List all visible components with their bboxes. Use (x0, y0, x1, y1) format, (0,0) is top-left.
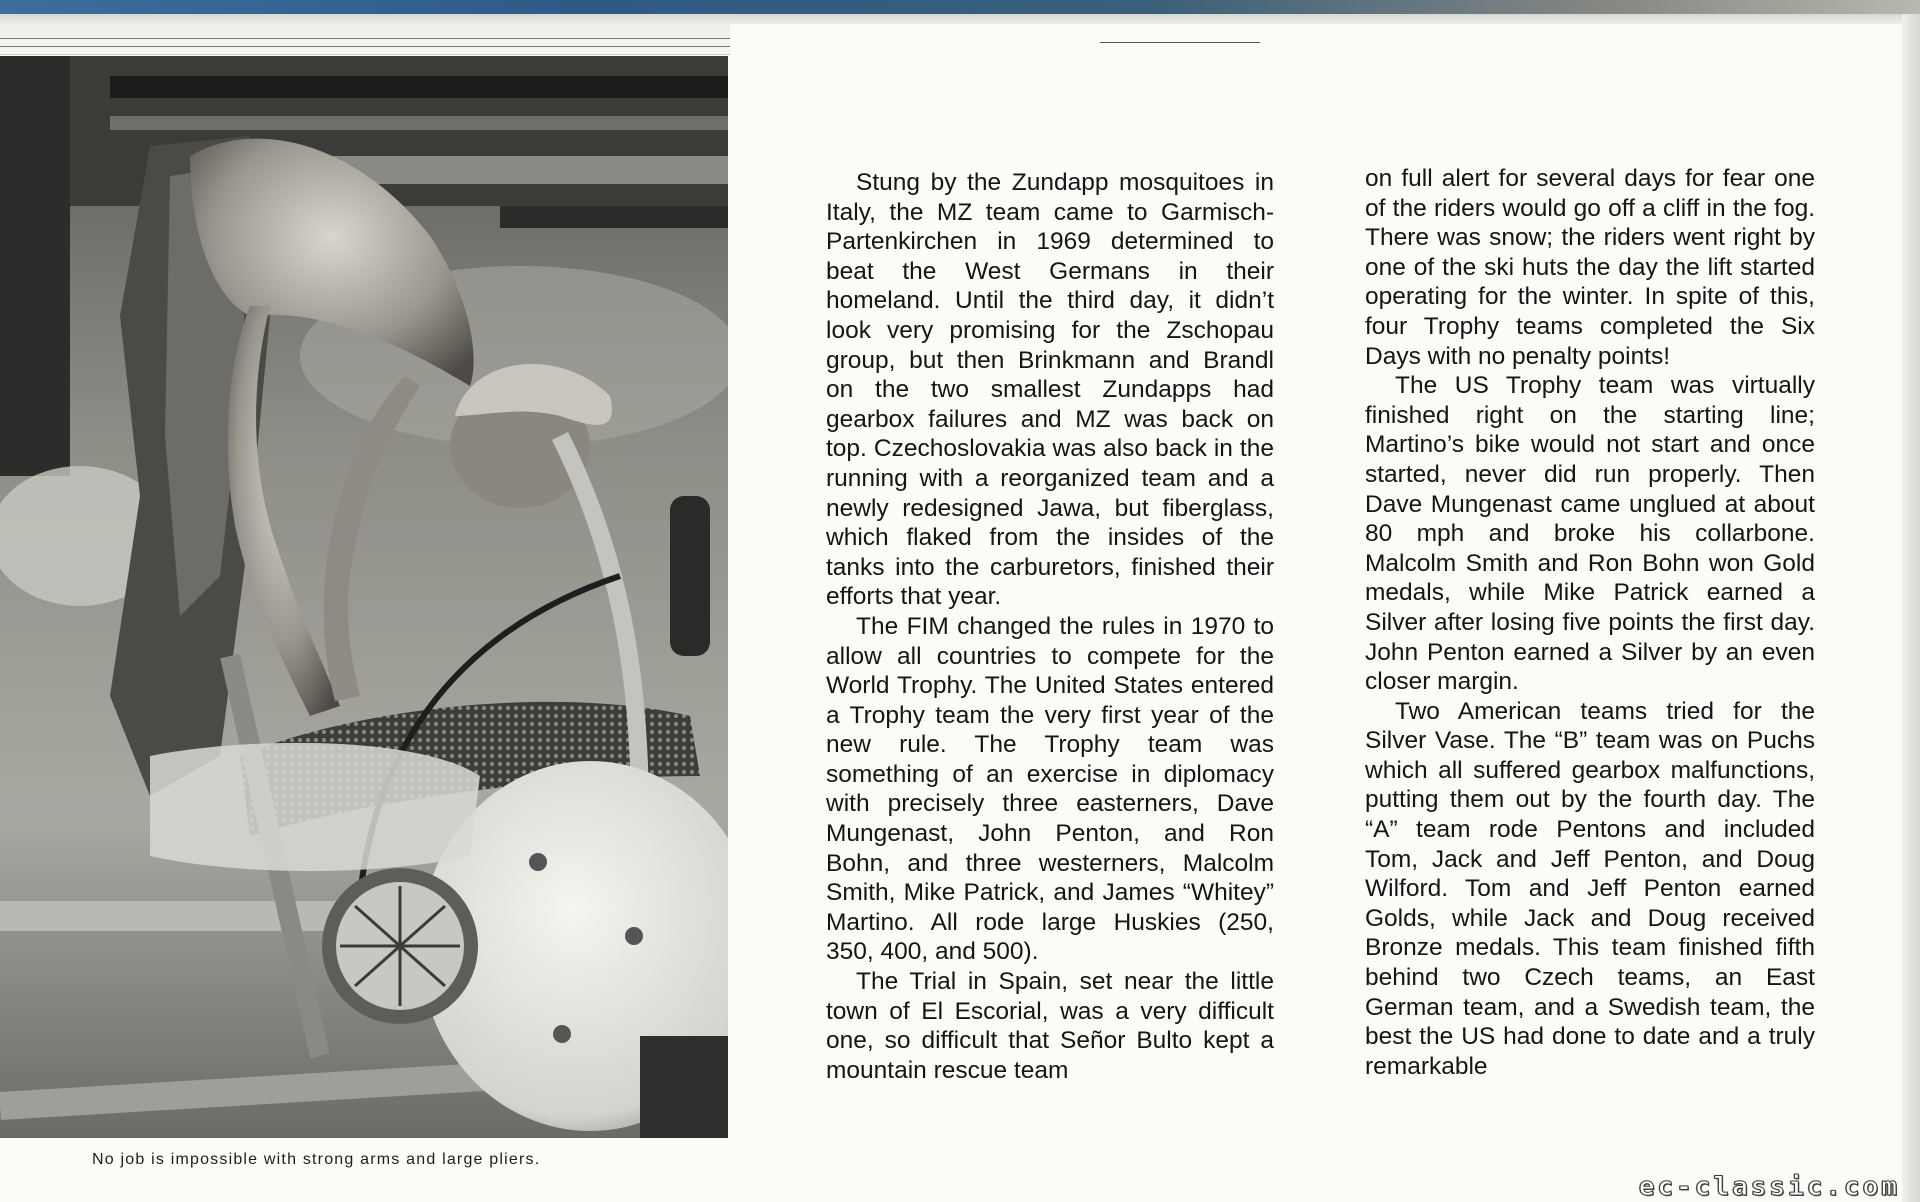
stack-line (0, 38, 730, 39)
magazine-stack-edge-right (1902, 14, 1920, 1202)
stack-line (0, 46, 730, 47)
paragraph: Two American teams tried for the Silver Vase. The “B” team was on Puchs which all suffered gearbox malfunctions, putting them out by the fourth day. The “A” team rode Pentons and included Tom, Jack and Jeff Penton, and Doug Wilford. Tom and Jeff Penton earned Golds, while Jack and Doug received Bronze medals. This team finished fifth behind two Czech teams, an East German team, and a Swedish team, the best the US had done to date and a truly remarkable (1365, 697, 1815, 1080)
paragraph: The US Trophy team was virtually finished right on the starting line; Martino’s bike would not start and once started, never did run properly. Then Dave Mungenast came unglued at about 80 mph and broke his collarbone. Malcolm Smith and Ron Bohn won Gold medals, while Mike Patrick earned a Silver after losing five points the first day. John Penton earned a Silver by an even closer margin. (1365, 372, 1815, 696)
site-watermark: ec-classic.com (1638, 1172, 1900, 1202)
stack-line (1100, 42, 1260, 43)
article-column-2 (1365, 164, 1815, 1081)
magazine-stack-edge-top (0, 0, 1920, 14)
article-column-1 (826, 168, 1274, 1085)
paragraph: on full alert for several days for fear one of the riders would go off a cliff in the fog. There was snow; the riders went right by one of the ski huts the day the lift started operating for the winter. In spite of this, four Trophy teams completed the Six Days with no penalty points! (1365, 165, 1815, 370)
article-photo (0, 56, 728, 1138)
paragraph: The Trial in Spain, set near the little town of El Escorial, was a very difficult one, so difficult that Señor Bulto kept a mountain rescue team (826, 968, 1274, 1084)
photo-caption: No job is impossible with strong arms and large pliers. (92, 1151, 541, 1168)
paragraph: Stung by the Zundapp mosquitoes in Italy, the MZ team came to Garmisch-Partenkirchen in 1969 determined to beat the West Germans in their homeland. Until the third day, it didn’t look very promising for the Zschopau group, but then Brinkmann and Brandl on the two smallest Zundapps had gearbox failures and MZ was back on top. Czechoslovakia was also back in the running with a reorganized team and a newly redesigned Jawa, but fiberglass, which flaked from the insides of the tanks into the carburetors, finished their efforts that year. (826, 169, 1274, 611)
photo-illustration (0, 56, 728, 1138)
paragraph: The FIM changed the rules in 1970 to allow all countries to compete for the World Trophy. The United States entered a Trophy team the very first year of the new rule. The Trophy team was something of an exercise in diplomacy with precisely three easterners, Dave Mungenast, John Penton, and Ron Bohn, and three westerners, Malcolm Smith, Mike Patrick, and James “Whitey” Martino. All rode large Huskies (250, 350, 400, and 500). (826, 612, 1274, 966)
magazine-stack-edge (0, 14, 1920, 24)
magazine-stack-edge-left (0, 24, 730, 55)
